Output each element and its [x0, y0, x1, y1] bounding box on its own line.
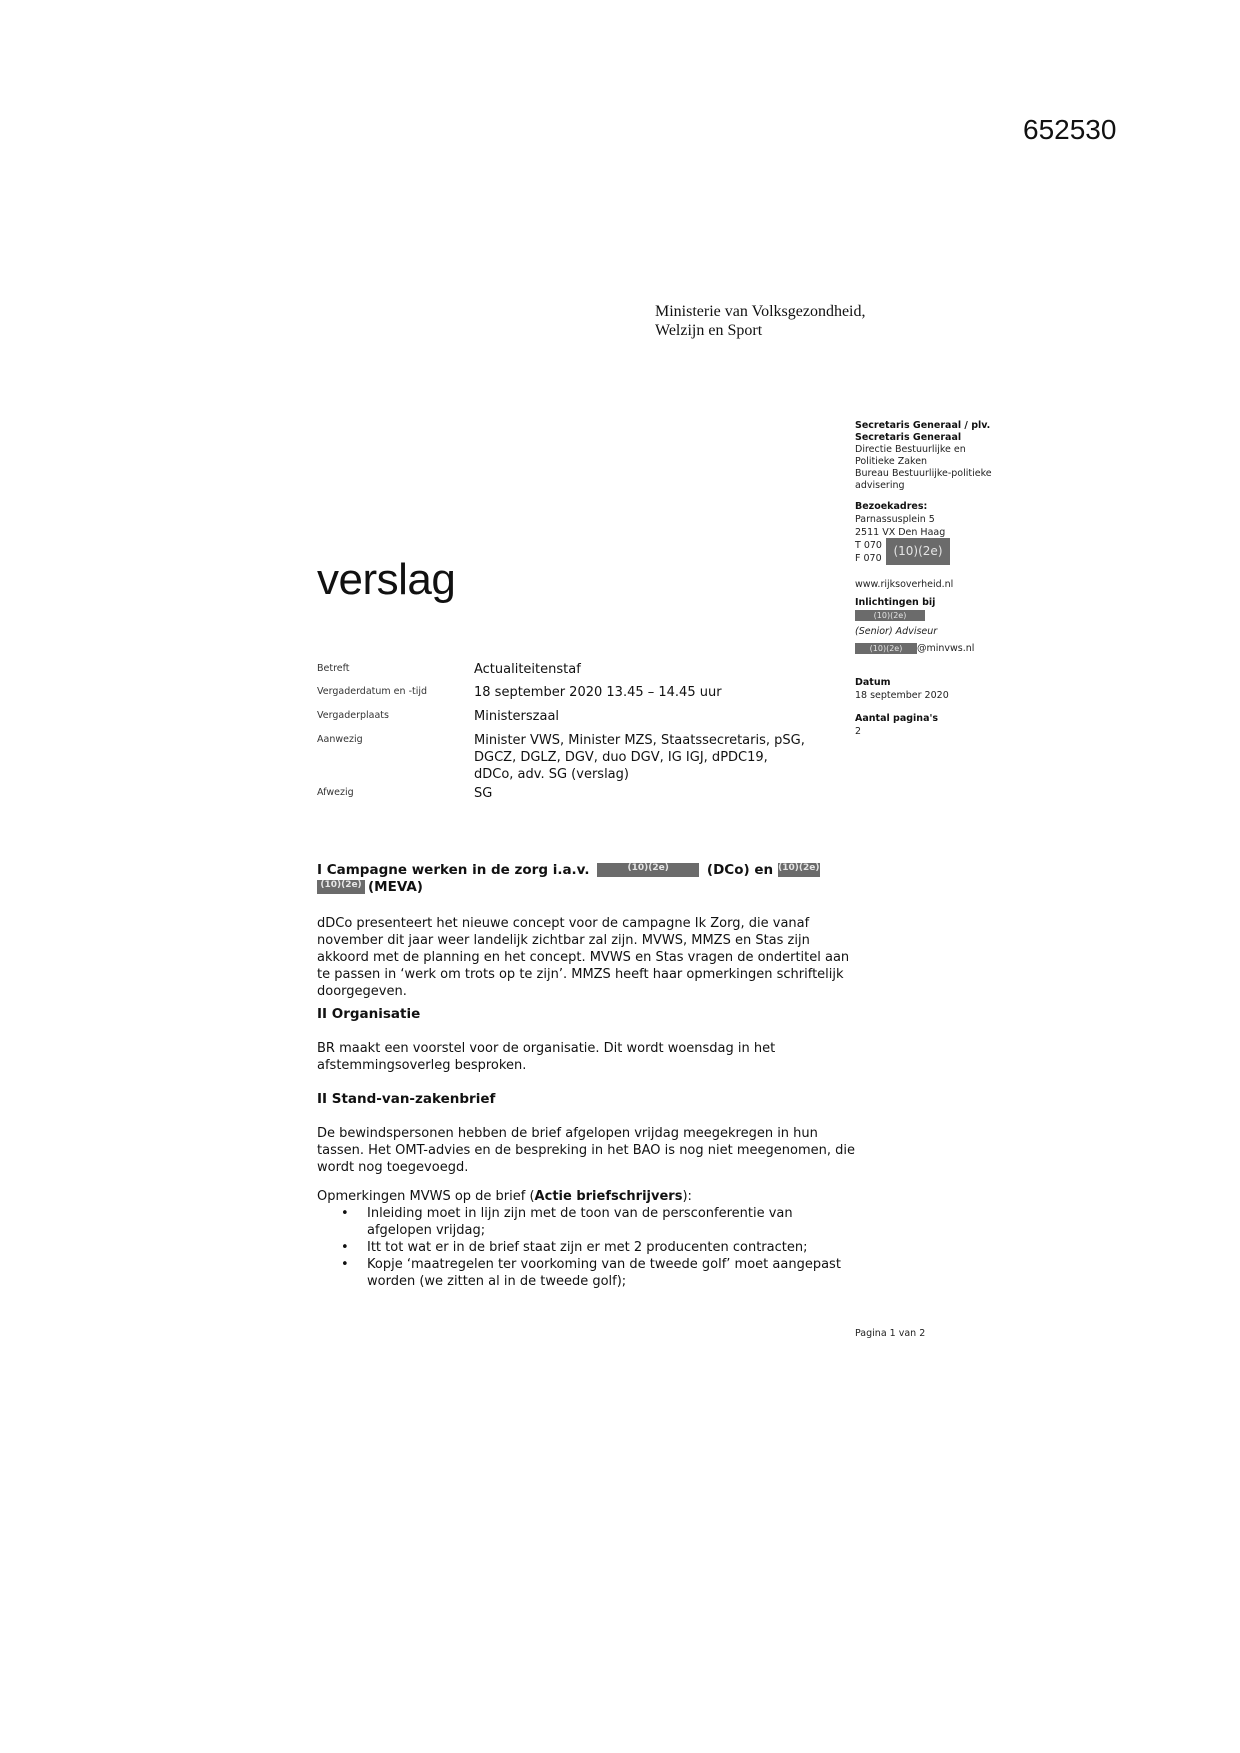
remarks-action: Actie briefschrijvers: [534, 1189, 683, 1204]
sidebar-info-label: Inlichtingen bij: [855, 597, 936, 608]
sidebar-address-line-2: 2511 VX Den Haag: [855, 527, 946, 538]
ministry-line-1: Ministerie van Volksgezondheid,: [655, 303, 866, 320]
present-line-1: Minister VWS, Minister MZS, Staatssecretaris, pSG,: [474, 733, 805, 748]
document-number: 652530: [1023, 114, 1117, 145]
s1-heading-part-b: (DCo) en: [706, 862, 774, 878]
section-3-heading: II Stand-van-zakenbrief: [317, 1091, 496, 1107]
sidebar-date-value: 18 september 2020: [855, 690, 949, 701]
present-label: Aanwezig: [317, 734, 363, 745]
sidebar-role: (Senior) Adviseur: [855, 626, 938, 637]
list-item: • Kopje ‘maatregelen ter voorkoming van de tweede golf’ moet aangepast worden (we zitten al in de tweede golf);: [367, 1256, 857, 1290]
sidebar-phone: T 070: [855, 540, 882, 551]
sidebar-org-line-2: Secretaris Generaal: [855, 432, 962, 443]
s1-redaction-2: (10)(2e): [778, 863, 820, 877]
absent-value: SG: [474, 786, 493, 801]
page-indicator: Pagina 1 van 2: [855, 1328, 926, 1339]
subject-value: Actualiteitenstaf: [474, 662, 581, 677]
remarks-list: [317, 1205, 857, 1290]
sidebar-pages-label: Aantal pagina's: [855, 713, 939, 724]
remarks-end: ):: [682, 1189, 692, 1204]
section-1-heading-line-2: [317, 879, 857, 896]
sidebar-org-line-1: Secretaris Generaal / plv.: [855, 420, 991, 431]
sidebar-dept-line-3: Bureau Bestuurlijke-politieke: [855, 468, 992, 479]
s1-heading-part-c: (MEVA): [368, 879, 423, 895]
present-line-2: DGCZ, DGLZ, DGV, duo DGV, IG IGJ, dPDC19,: [474, 750, 768, 765]
section-2-text: BR maakt een voorstel voor de organisatie. Dit wordt woensdag in het afstemmingsoverleg besproken.: [317, 1041, 776, 1073]
sidebar-dept-line-4: advisering: [855, 480, 905, 491]
place-value: Ministerszaal: [474, 709, 560, 724]
absent-label: Afwezig: [317, 787, 354, 798]
section-1-heading: [317, 862, 917, 879]
datetime-label: Vergaderdatum en -tijd: [317, 686, 428, 697]
subject-label: Betreft: [317, 663, 350, 674]
list-item: • Inleiding moet in lijn zijn met de toon van de persconferentie van afgelopen vrijdag;: [367, 1205, 857, 1239]
list-item: • Itt tot wat er in de brief staat zijn er met 2 producenten contracten;: [367, 1239, 857, 1256]
phone-redaction: (10)(2e): [886, 538, 950, 565]
place-label: Vergaderplaats: [317, 710, 389, 721]
sidebar-fax: F 070: [855, 553, 882, 564]
ministry-logo-text: [655, 302, 866, 340]
sidebar-pages-value: 2: [855, 726, 862, 737]
s1-redaction-1: (10)(2e): [597, 863, 699, 877]
sidebar-date-label: Datum: [855, 677, 891, 688]
remarks-intro: [317, 1188, 857, 1290]
s1-redaction-3: (10)(2e): [317, 880, 365, 894]
email-redaction: (10)(2e): [855, 643, 917, 654]
s1-heading-part-a: I Campagne werken in de zorg i.a.v.: [317, 862, 590, 878]
section-3-text: De bewindspersonen hebben de brief afgelopen vrijdag meegekregen in hun tassen. Het OMT-advies en de bespreking in het BAO is nog niet meegenomen, die wordt nog toegevoegd.: [317, 1126, 855, 1175]
present-value: [474, 732, 805, 783]
sidebar-email: [855, 643, 974, 655]
sidebar-dept-line-1: Directie Bestuurlijke en: [855, 444, 966, 455]
sidebar-visit-label: Bezoekadres:: [855, 501, 928, 512]
document-title: verslag: [317, 555, 456, 604]
sidebar-website: www.rijksoverheid.nl: [855, 579, 954, 590]
section-1-text: dDCo presenteert het nieuwe concept voor de campagne Ik Zorg, die vanaf november dit jaar weer landelijk zichtbar zal zijn. MVWS, MMZS en Stas zijn akkoord met de planning en het concept. MVWS en Stas vragen de ondertitel aan te passen in ‘werk om trots op te zijn’. MMZS heeft haar opmerkingen schriftelijk doorgegeven.: [317, 916, 850, 999]
datetime-value: 18 september 2020 13.45 – 14.45 uur: [474, 685, 722, 700]
email-suffix: @minvws.nl: [917, 643, 975, 654]
present-line-3: dDCo, adv. SG (verslag): [474, 767, 629, 782]
sidebar-dept-line-2: Politieke Zaken: [855, 456, 928, 467]
remarks-intro-text: Opmerkingen MVWS op de brief (: [317, 1189, 535, 1204]
sidebar-address-line-1: Parnassusplein 5: [855, 514, 935, 525]
info-redaction: (10)(2e): [855, 610, 925, 621]
section-2-heading: II Organisatie: [317, 1006, 421, 1022]
ministry-line-2: Welzijn en Sport: [655, 322, 763, 339]
